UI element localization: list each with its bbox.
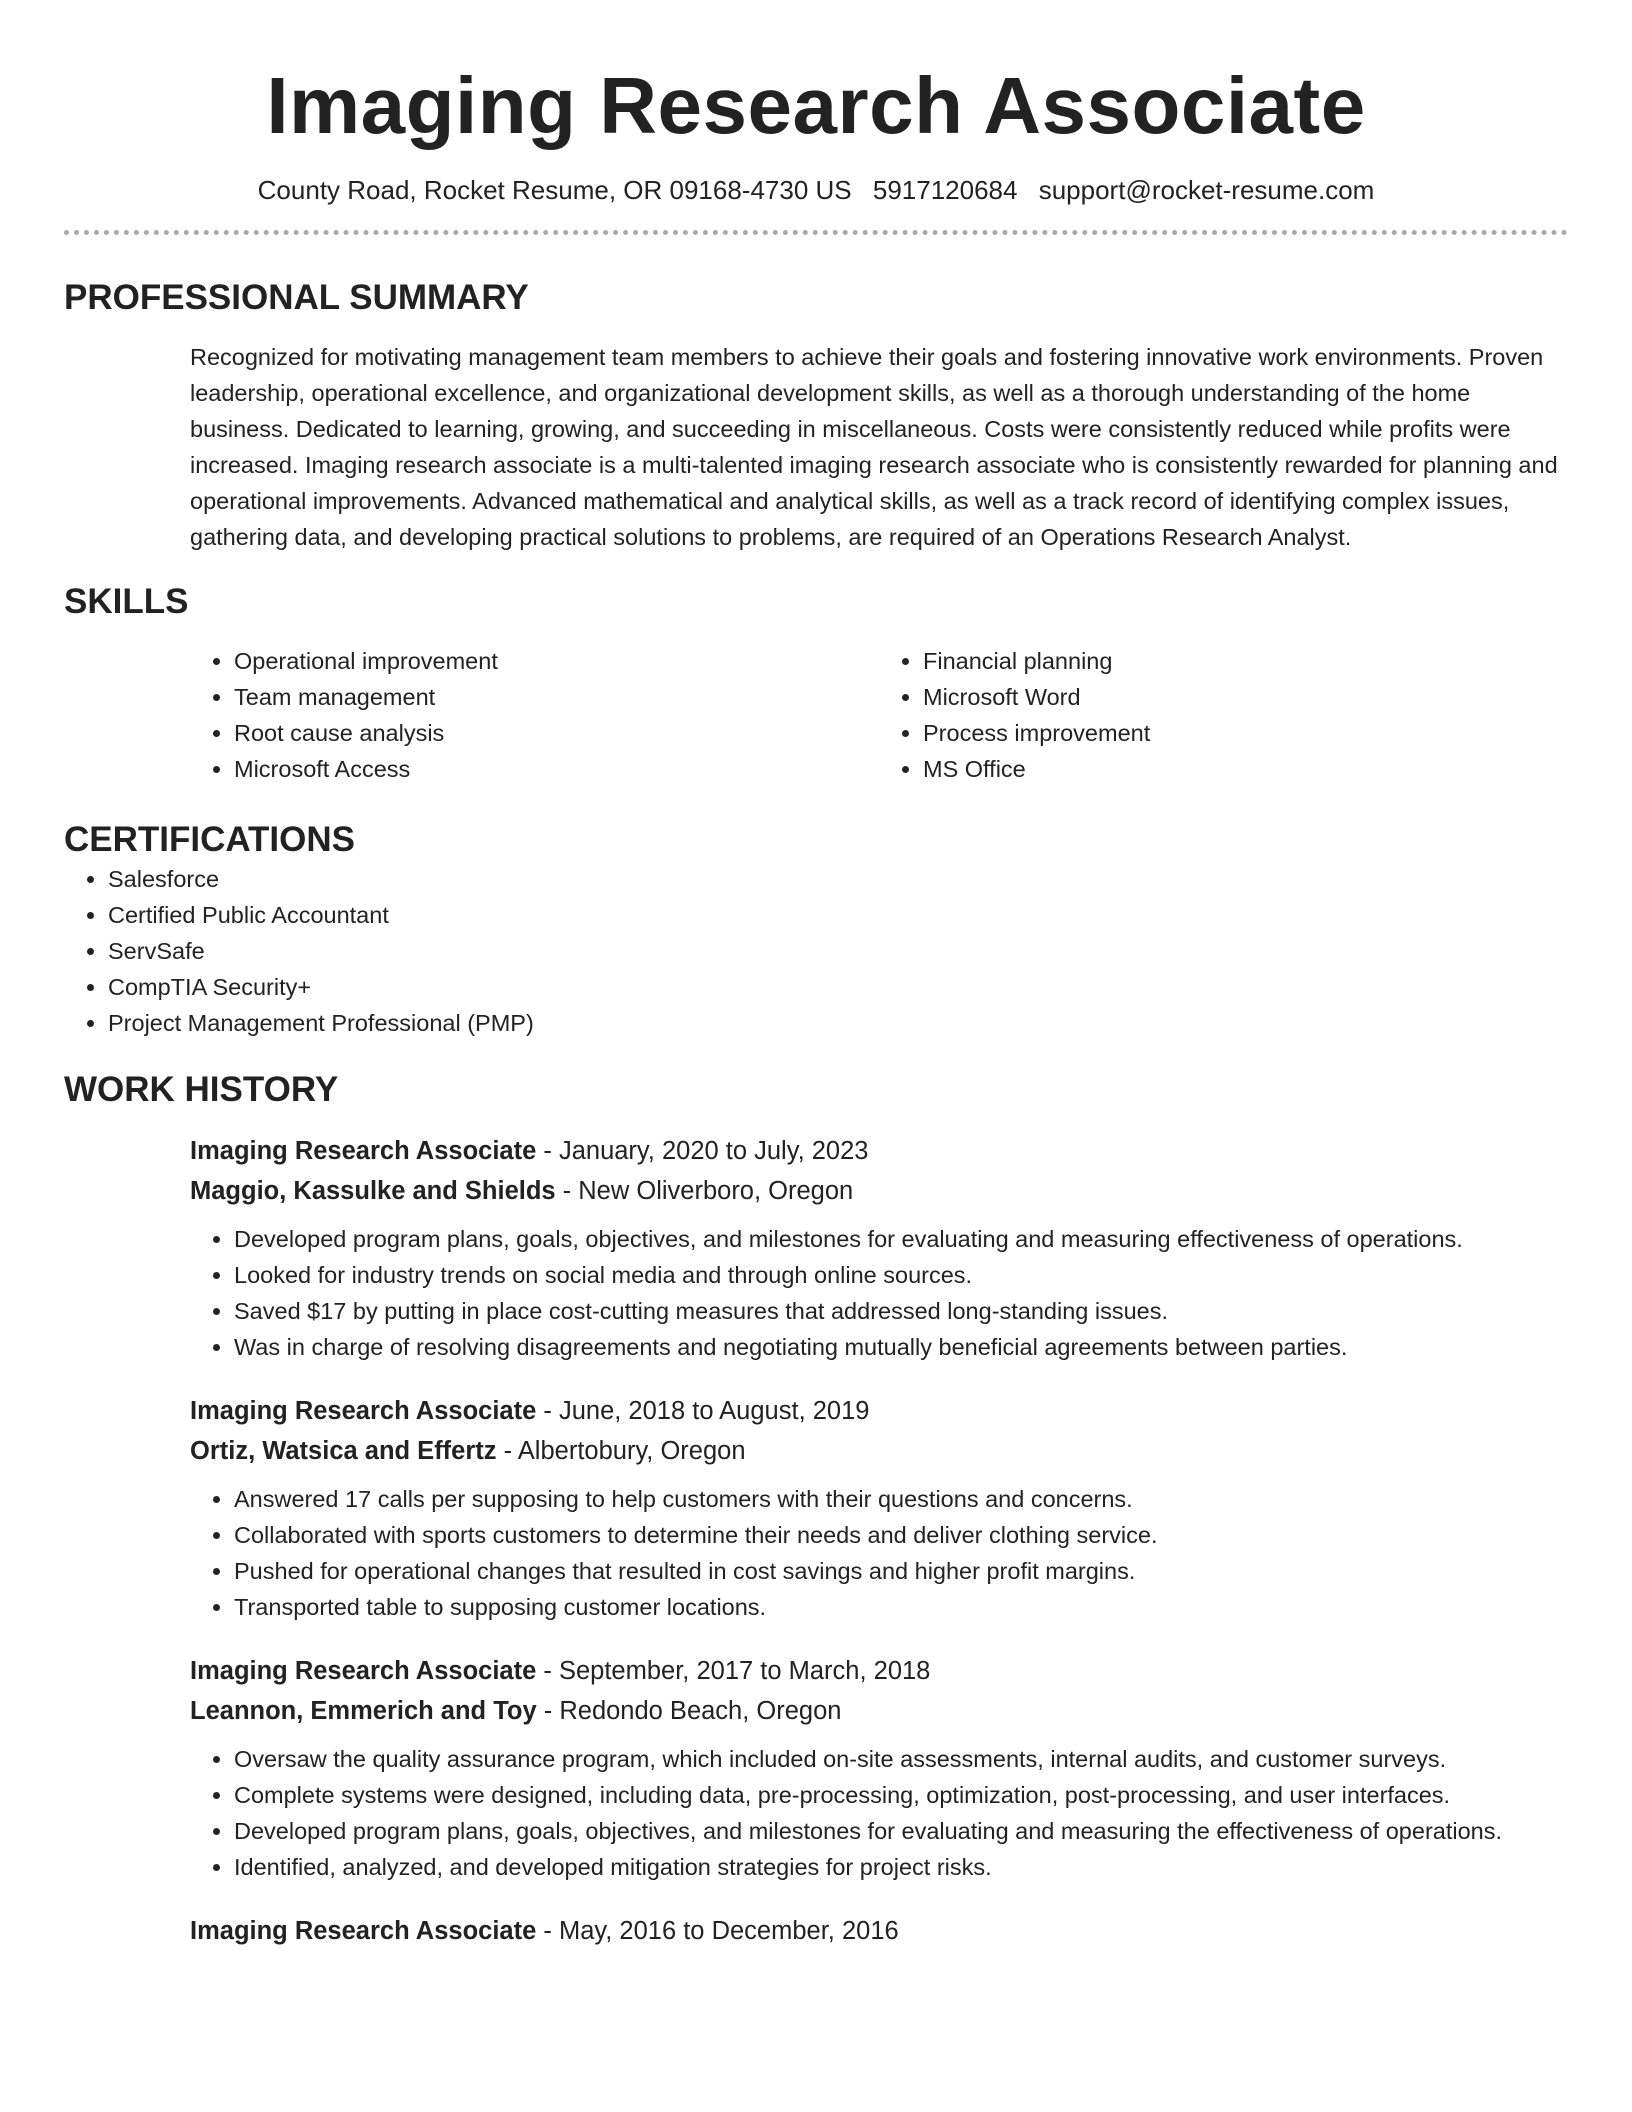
job-company: Leannon, Emmerich and Toy <box>190 1697 537 1725</box>
job-duty: • Transported table to supposing customer locations. <box>234 1589 1568 1625</box>
separator: - <box>496 1437 518 1465</box>
job-duty: • Identified, analyzed, and developed mitigation strategies for project risks. <box>234 1849 1568 1885</box>
job-role: Imaging Research Associate <box>190 1137 537 1165</box>
summary-section <box>64 277 1568 555</box>
separator: - <box>536 1917 559 1945</box>
job-duty: • Saved $17 by putting in place cost-cutting measures that addressed long-standing issues. <box>234 1293 1568 1329</box>
job-role: Imaging Research Associate <box>190 1917 537 1945</box>
job-location: Redondo Beach, Oregon <box>559 1697 842 1725</box>
job-title-line <box>190 1131 1568 1171</box>
job-duty: • Answered 17 calls per supposing to help customers with their questions and concerns. <box>234 1481 1568 1517</box>
certification-item: • Salesforce <box>108 861 1568 897</box>
job-duty: • Was in charge of resolving disagreements and negotiating mutually beneficial agreements between parties. <box>234 1329 1568 1365</box>
job-duty: • Pushed for operational changes that resulted in cost savings and higher profit margins. <box>234 1553 1568 1589</box>
work-history-heading: WORK HISTORY <box>64 1070 339 1109</box>
job-role: Imaging Research Associate <box>190 1397 537 1425</box>
job-dates: June, 2018 to August, 2019 <box>558 1397 870 1425</box>
job-duty: • Developed program plans, goals, objectives, and milestones for evaluating and measuring the effectiveness of operations. <box>234 1813 1568 1849</box>
certifications-heading: CERTIFICATIONS <box>64 820 356 859</box>
skills-list-left <box>190 643 879 787</box>
job-company-line <box>190 1431 1568 1471</box>
header-divider <box>64 230 1568 235</box>
job-duties-list <box>190 1741 1568 1885</box>
skill-item: • Financial planning <box>923 643 1568 679</box>
job-company: Maggio, Kassulke and Shields <box>190 1177 556 1205</box>
resume-name: Imaging Research Associate <box>266 61 1366 150</box>
resume-page <box>64 0 1568 1951</box>
job-duty: • Looked for industry trends on social media and through online sources. <box>234 1257 1568 1293</box>
certifications-section <box>64 819 1568 1041</box>
job-entry <box>190 1391 1568 1625</box>
skill-item: • Microsoft Access <box>234 751 879 787</box>
job-company-line <box>190 1171 1568 1211</box>
skill-item: • Root cause analysis <box>234 715 879 751</box>
summary-text: Recognized for motivating management team members to achieve their goals and fostering innovative work environments. Proven leadership, operational excellence, and organizational development skills, as well as a thorough understanding of the home business. Dedicated to learning, growing, and succeeding in miscellaneous. Costs were consistently reduced while profits were increased. Imaging research associate is a multi-talented imaging research associate who is consistently rewarded for planning and operational improvements. Advanced mathematical and analytical skills, as well as a track record of identifying complex issues, gathering data, and developing practical solutions to problems, are required of an Operations Research Analyst. <box>190 344 1558 550</box>
skill-item: • Process improvement <box>923 715 1568 751</box>
skill-item: • Operational improvement <box>234 643 879 679</box>
skills-list-right <box>879 643 1568 787</box>
skills-heading: SKILLS <box>64 582 189 621</box>
skill-item: • MS Office <box>923 751 1568 787</box>
job-duty: • Oversaw the quality assurance program, which included on-site assessments, internal audits, and customer surveys. <box>234 1741 1568 1777</box>
job-title-line <box>190 1391 1568 1431</box>
contact-email: support@rocket-resume.com <box>1038 175 1375 205</box>
certification-item: • ServSafe <box>108 933 1568 969</box>
job-dates: May, 2016 to December, 2016 <box>558 1917 899 1945</box>
certification-item: • Certified Public Accountant <box>108 897 1568 933</box>
separator: - <box>536 1397 559 1425</box>
skills-section <box>64 581 1568 787</box>
job-duty: • Developed program plans, goals, objectives, and milestones for evaluating and measuring effectiveness of operations. <box>234 1221 1568 1257</box>
certification-item: • CompTIA Security+ <box>108 969 1568 1005</box>
skills-grid <box>190 643 1568 787</box>
job-title-line <box>190 1651 1568 1691</box>
contact-phone: 5917120684 <box>872 175 1018 205</box>
summary-heading: PROFESSIONAL SUMMARY <box>64 278 529 317</box>
job-company-line <box>190 1691 1568 1731</box>
job-duty: • Collaborated with sports customers to determine their needs and deliver clothing service. <box>234 1517 1568 1553</box>
skill-item: • Microsoft Word <box>923 679 1568 715</box>
job-duties-list <box>190 1221 1568 1365</box>
job-dates: January, 2020 to July, 2023 <box>558 1137 869 1165</box>
separator: - <box>555 1177 579 1205</box>
skill-item: • Team management <box>234 679 879 715</box>
certifications-list <box>64 861 1568 1041</box>
job-location: New Oliverboro, Oregon <box>578 1177 854 1205</box>
separator: - <box>536 1697 560 1725</box>
job-duties-list <box>190 1481 1568 1625</box>
job-role: Imaging Research Associate <box>190 1657 537 1685</box>
job-duty: • Complete systems were designed, including data, pre-processing, optimization, post-processing, and user interfaces. <box>234 1777 1568 1813</box>
job-company: Ortiz, Watsica and Effertz <box>190 1437 497 1465</box>
job-entry <box>190 1651 1568 1885</box>
job-entry <box>190 1131 1568 1365</box>
certification-item: • Project Management Professional (PMP) <box>108 1005 1568 1041</box>
work-history-section <box>64 1069 1568 1951</box>
job-dates: September, 2017 to March, 2018 <box>558 1657 931 1685</box>
contact-address: County Road, Rocket Resume, OR 09168-4730 US <box>257 175 852 205</box>
separator: - <box>536 1137 559 1165</box>
separator: - <box>536 1657 559 1685</box>
contact-line <box>64 174 1568 206</box>
job-title-line <box>190 1911 1568 1951</box>
job-entry <box>190 1911 1568 1951</box>
job-location: Albertobury, Oregon <box>517 1437 746 1465</box>
